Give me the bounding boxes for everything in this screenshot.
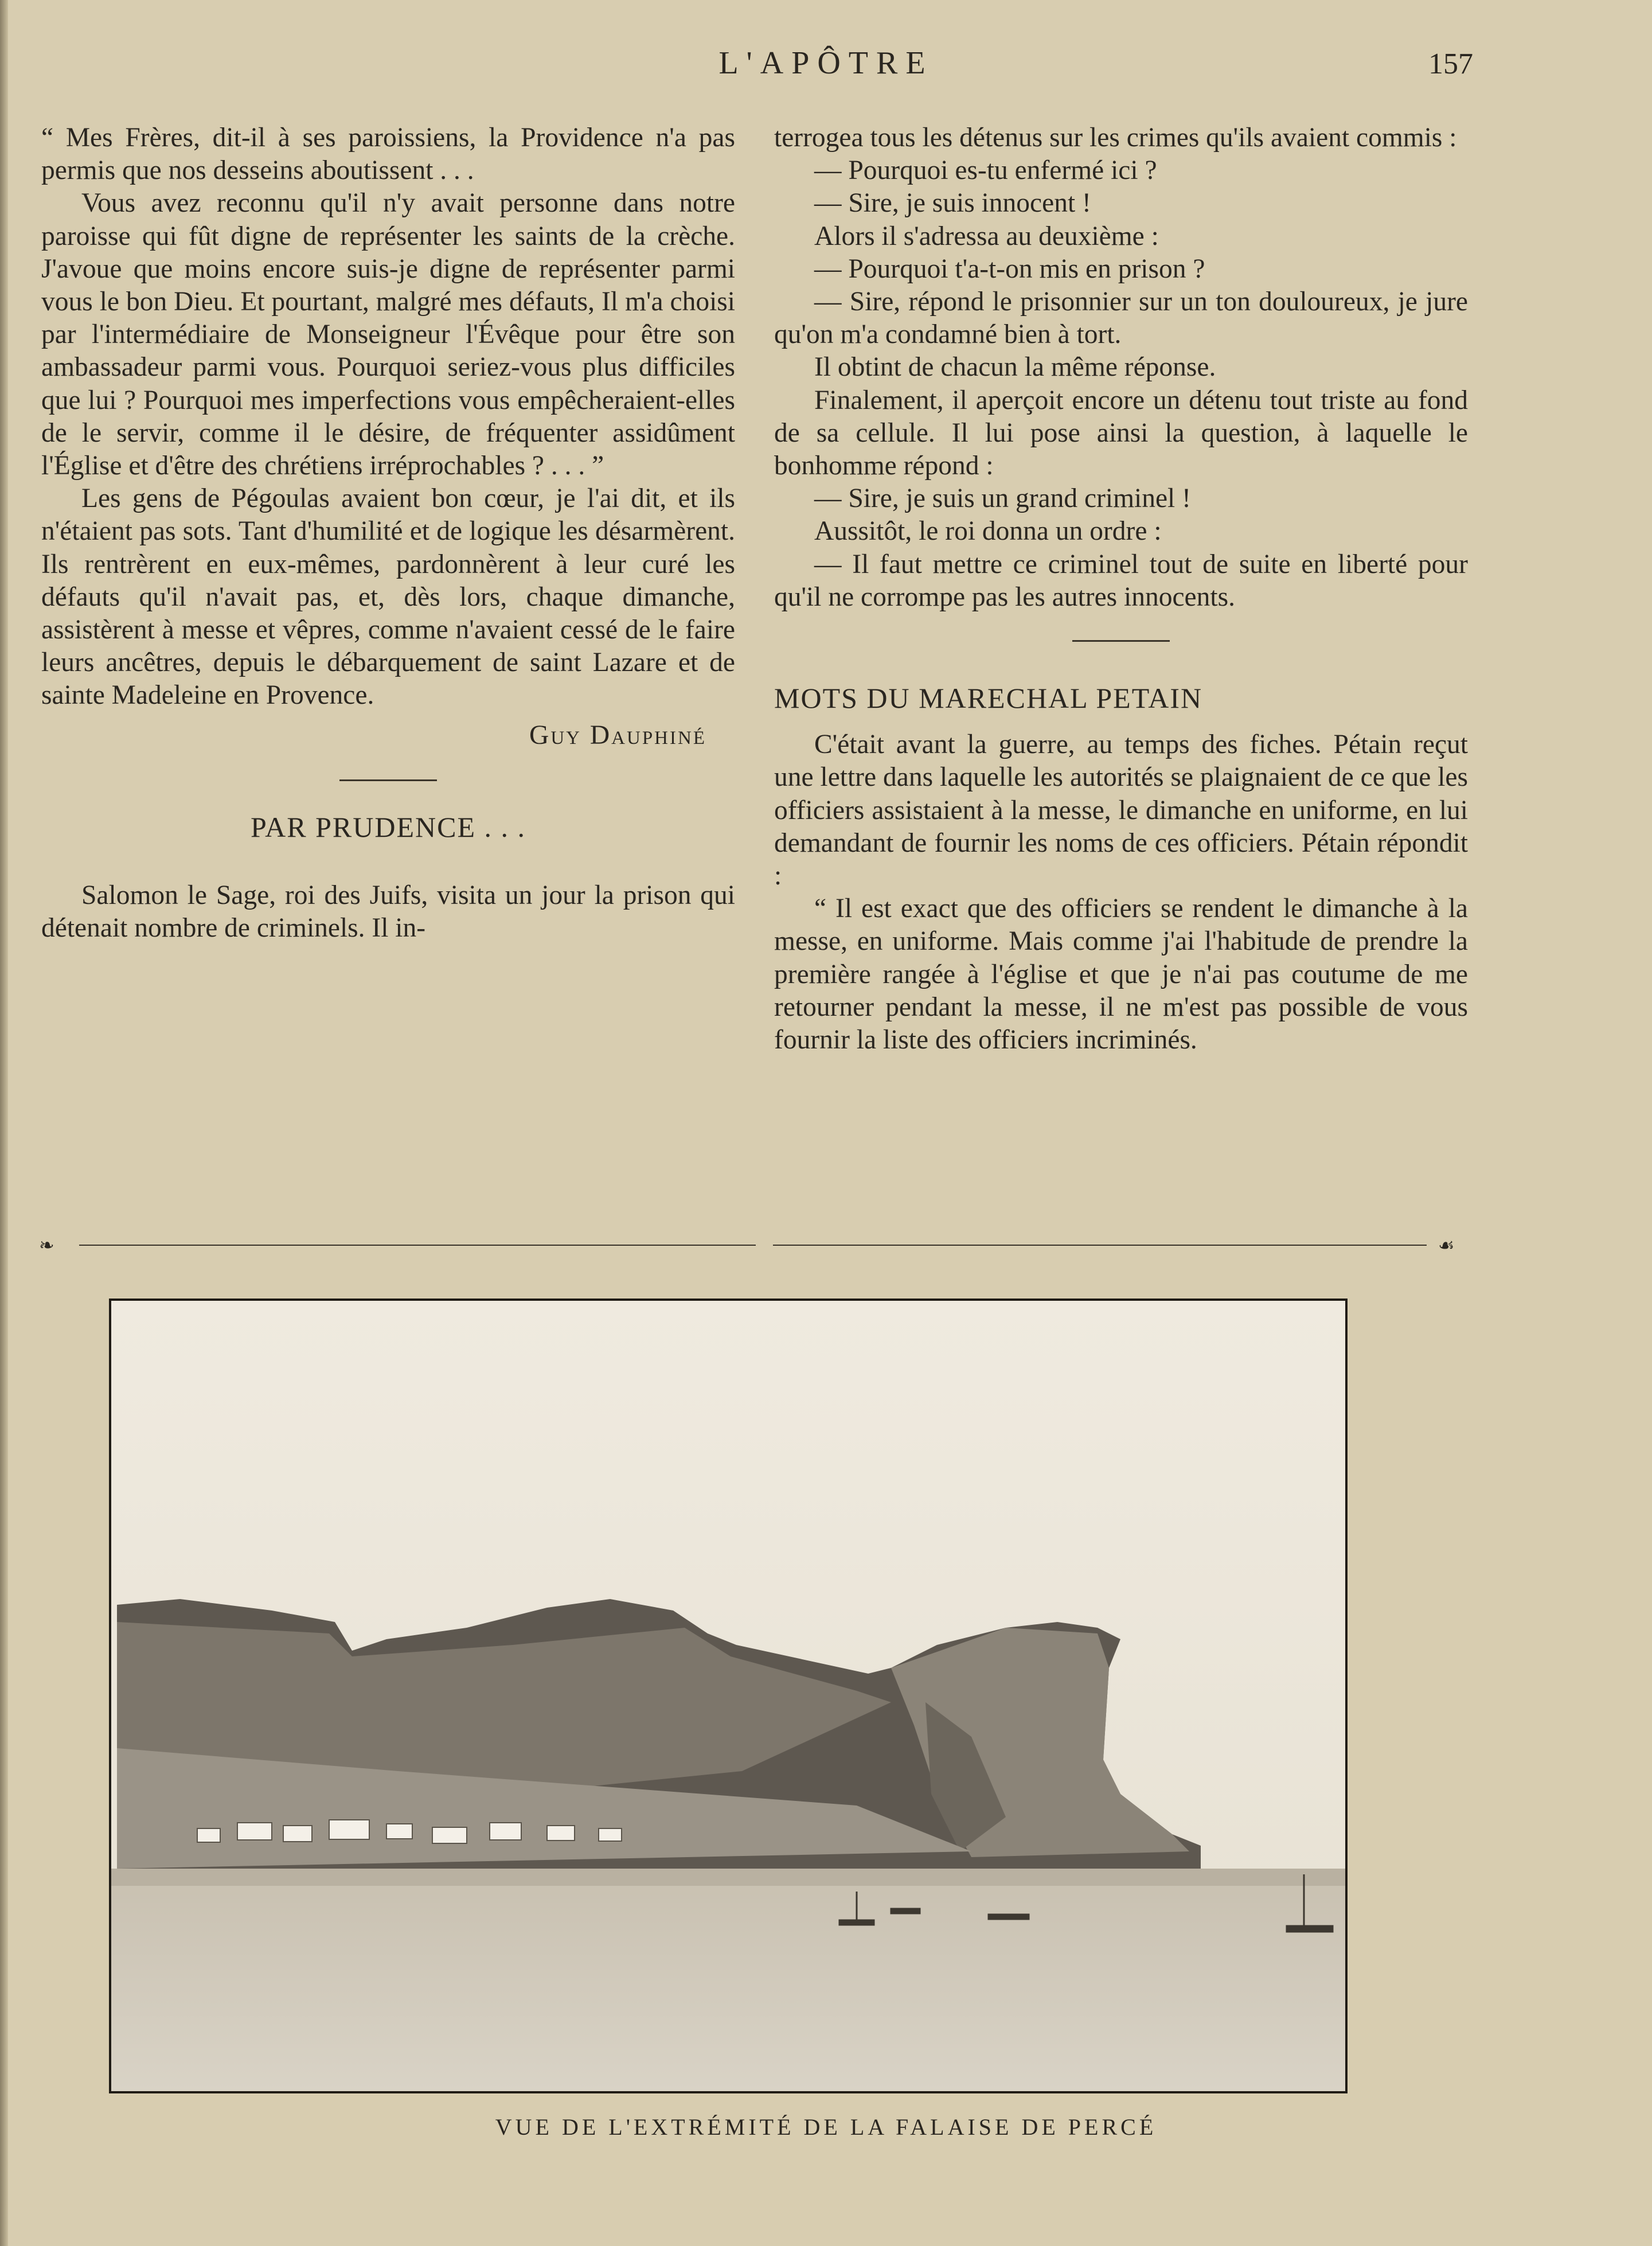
paragraph: Salomon le Sage, roi des Juifs, visita un jour la prison qui détenait nombre de criminels. Il in- [41,880,735,943]
page-binding-edge [0,0,8,2246]
dialogue-line: Il obtint de chacun la même réponse. [814,352,1216,383]
left-column [41,122,735,945]
divider-line-left [79,1245,756,1246]
page-number: 157 [1428,48,1473,80]
dialogue-line: Aussitôt, le roi donna un ordre : [814,516,1162,547]
section-separator [339,779,437,781]
photo-caption: VUE DE L'EXTRÉMITÉ DE LA FALAISE DE PERCÉ [495,2114,1157,2140]
photograph-perce-cliff [109,1299,1348,2093]
dialogue-line: — Sire, je suis un grand criminel ! [814,483,1191,514]
paragraph: “ Mes Frères, dit-il à ses paroissiens, la Providence n'a pas permis que nos desseins aboutissent . . . [41,123,735,186]
running-header-title: L'APÔTRE [718,45,934,81]
ornament-right-icon: ☙ [1438,1234,1455,1256]
section-title-par-prudence: PAR PRUDENCE . . . [250,810,526,843]
dialogue-line: Finalement, il aperçoit encore un détenu tout triste au fond de sa cellule. Il lui pose ainsi la question, à laquelle le bonhomme répond : [774,385,1468,481]
paragraph: Les gens de Pégoulas avaient bon cœur, je l'ai dit, et ils n'étaient pas sots. Tant d'humilité et de logique les désarmèrent. Ils rentrèrent en eux-mêmes, pardonnèrent à leur curé les défauts qu'il n'avait pas, et, dès lors, chaque dimanche, assistèrent à messe et vêpres, comme n'avaient cessé de le faire leurs ancêtres, depuis le débarquement de saint Lazare et de sainte Madeleine en Provence. [41,483,735,711]
dialogue-line: — Pourquoi t'a-t-on mis en prison ? [814,254,1205,284]
photo-illustration [111,1301,1345,2091]
section-title-mots-du-marechal: MOTS DU MARECHAL PETAIN [774,682,1203,715]
paragraph: “ Il est exact que des officiers se rendent le dimanche à la messe, en uniforme. Mais comme j'ai l'habitude de prendre la première rangée à l'église et que je n'ai pas coutume de me retourner pendant la messe, il ne m'est pas possible de vous fournir la liste des officiers incriminés. [774,894,1468,1055]
paragraph: terrogea tous les détenus sur les crimes qu'ils avaient commis : [774,123,1457,153]
right-column [774,122,1468,1056]
page-divider [39,1234,1473,1256]
dialogue-line: — Sire, je suis innocent ! [814,188,1091,219]
ornament-left-icon: ❧ [39,1234,54,1256]
paragraph: C'était avant la guerre, au temps des fiches. Pétain reçut une lettre dans laquelle les autorités se plaignaient de ce que les officiers assistaient à la messe, le dimanche en uniforme, en lui demandant de fournir les noms de ces officiers. Pétain répondit : [774,730,1468,891]
divider-line-right [773,1245,1427,1246]
dialogue-line: — Il faut mettre ce criminel tout de suite en liberté pour qu'il ne corrompe pas les autres innocents. [774,549,1468,612]
author-signature: Guy Dauphiné [529,720,706,750]
paragraph: Vous avez reconnu qu'il n'y avait personne dans notre paroisse qui fût digne de représenter les saints de la crèche. J'avoue que moins encore suis-je digne de représenter parmi vous le bon Dieu. Et pourtant, malgré mes défauts, Il m'a choisi par l'intermédiaire de Monseigneur l'Évêque pour être son ambassadeur parmi vous. Pourquoi seriez-vous plus difficiles que lui ? Pourquoi mes imperfections vous empêcheraient-elles de le servir, comme il le désire, de fréquenter assidûment l'Église et d'être des chrétiens irréprochables ? . . . ” [41,188,735,481]
dialogue-line: — Pourquoi es-tu enfermé ici ? [814,155,1157,186]
dialogue-line: — Sire, répond le prisonnier sur un ton douloureux, je jure qu'on m'a condamné bien à tort. [774,287,1468,350]
section-separator [1072,640,1170,642]
dialogue-line: Alors il s'adressa au deuxième : [814,221,1159,251]
